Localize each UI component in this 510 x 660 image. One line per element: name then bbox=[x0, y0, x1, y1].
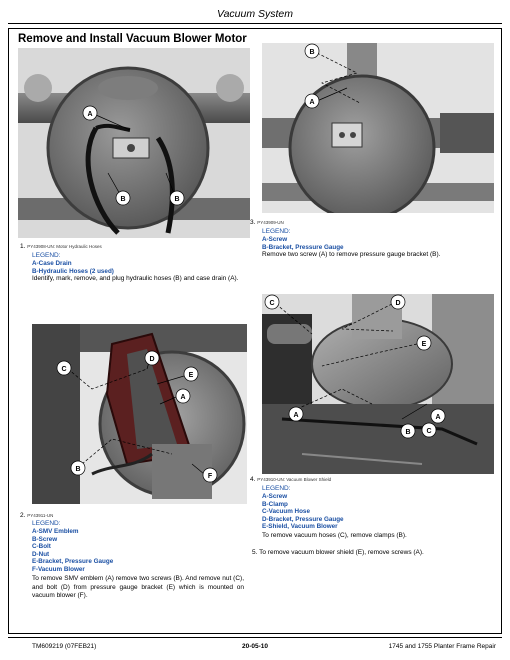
figure-1-number: 1. bbox=[20, 243, 26, 250]
callout-c-2: C bbox=[426, 428, 432, 435]
figure-1-id: PY43908-UN: Motor Hydraulic Hoses bbox=[27, 244, 102, 249]
step-5-number: 5. bbox=[252, 549, 258, 556]
legend-item: A-Screw bbox=[262, 236, 288, 243]
figure-2-caption bbox=[20, 512, 53, 520]
figure-4-legend-title: LEGEND: bbox=[262, 485, 291, 492]
legend-item: A-Case Drain bbox=[32, 260, 72, 267]
callout-b: B bbox=[75, 466, 81, 473]
legend-item: F-Vacuum Blower bbox=[32, 565, 85, 573]
callout-c: C bbox=[61, 366, 67, 373]
legend-item: B-Clamp bbox=[262, 500, 288, 508]
figure-3-legend bbox=[262, 236, 344, 251]
legend-item: A-SMV Emblem bbox=[32, 528, 79, 535]
legend-item: E-Shield, Vacuum Blower bbox=[262, 523, 338, 531]
legend-item: D-Bracket, Pressure Gauge bbox=[262, 515, 344, 523]
figure-1-legend-title: LEGEND: bbox=[32, 252, 61, 259]
figure-1-caption bbox=[20, 243, 102, 251]
legend-item: C-Vacuum Hose bbox=[262, 508, 310, 516]
callout-b-2: B bbox=[174, 196, 180, 203]
legend-item: B-Hydraulic Hoses (2 used) bbox=[32, 267, 114, 275]
legend-item: C-Bolt bbox=[32, 543, 51, 551]
figure-4-number: 4. bbox=[250, 476, 256, 483]
figure-2-text: To remove SMV emblem (A) remove two screws (B). And remove nut (C), and bolt (D) from pressure gauge bracket (E) which is mounted on vacuum blower (F). bbox=[32, 575, 244, 600]
callout-e: E bbox=[188, 372, 194, 379]
figure-1-text: Identify, mark, remove, and plug hydraulic hoses (B) and case drain (A). bbox=[32, 275, 239, 282]
section-header: Vacuum System bbox=[216, 8, 294, 20]
callout-a: A bbox=[293, 412, 299, 419]
legend-item: B-Bracket, Pressure Gauge bbox=[262, 243, 344, 251]
legend-item: A-Screw bbox=[262, 493, 288, 500]
figure-2-legend bbox=[32, 528, 113, 574]
figure-4-caption bbox=[250, 476, 331, 484]
legend-item: B-Screw bbox=[32, 535, 58, 543]
callout-f: F bbox=[207, 473, 213, 480]
footer-doc-id: TM609219 (07FEB21) bbox=[32, 643, 97, 650]
figure-3-id: PY43909-UN bbox=[257, 220, 284, 225]
callout-a-2: A bbox=[435, 414, 441, 421]
figure-4-id: PY43910-UN: Vacuum Blower Shield bbox=[257, 477, 332, 482]
figure-3-text: Remove two screw (A) to remove pressure gauge bracket (B). bbox=[262, 251, 441, 258]
callout-a: A bbox=[309, 99, 315, 106]
callout-a: A bbox=[180, 394, 186, 401]
callout-b: B bbox=[405, 429, 411, 436]
callout-b: B bbox=[309, 49, 315, 56]
footer-manual-title: 1745 and 1755 Planter Frame Repair bbox=[388, 643, 496, 650]
figure-3-photo bbox=[262, 43, 494, 213]
callout-a: A bbox=[87, 111, 93, 118]
footer-rule bbox=[8, 637, 502, 638]
figure-1-legend bbox=[32, 260, 114, 275]
figure-3-caption bbox=[250, 219, 284, 227]
figure-2-number: 2. bbox=[20, 512, 26, 519]
figure-3-number: 3. bbox=[250, 219, 256, 226]
callout-b: B bbox=[120, 196, 126, 203]
figure-4-photo bbox=[262, 294, 494, 474]
figure-2-legend-title: LEGEND: bbox=[32, 520, 61, 527]
step-5 bbox=[252, 549, 497, 558]
figure-4-legend bbox=[262, 493, 344, 531]
header-rule bbox=[8, 23, 502, 24]
procedure-title: Remove and Install Vacuum Blower Motor bbox=[18, 33, 247, 45]
callout-d: D bbox=[149, 356, 155, 363]
legend-item: D-Nut bbox=[32, 550, 50, 558]
callout-e: E bbox=[421, 341, 427, 348]
step-5-text: To remove vacuum blower shield (E), remove screws (A). bbox=[259, 549, 424, 556]
figure-1-photo bbox=[18, 48, 250, 238]
figure-2-id: PY43911-UN bbox=[27, 513, 54, 518]
figure-2-photo bbox=[32, 324, 247, 504]
figure-4-text: To remove vacuum hoses (C), remove clamps (B). bbox=[262, 532, 407, 539]
legend-item: E-Bracket, Pressure Gauge bbox=[32, 558, 114, 566]
callout-d: D bbox=[395, 300, 401, 307]
callout-c: C bbox=[269, 300, 275, 307]
footer-page-number: 20-05-10 bbox=[241, 643, 269, 650]
figure-3-legend-title: LEGEND: bbox=[262, 228, 291, 235]
